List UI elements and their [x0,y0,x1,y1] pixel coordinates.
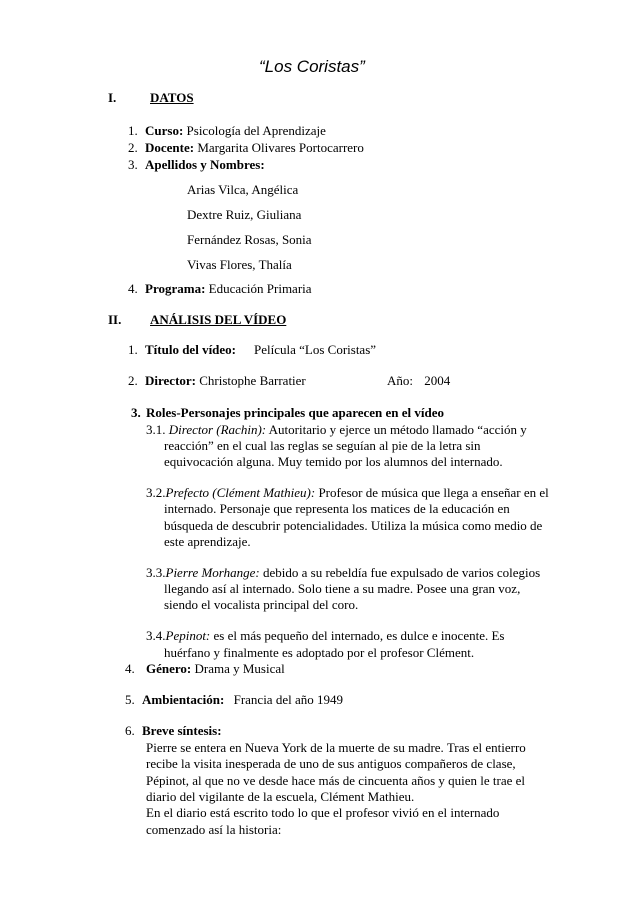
role-text: es el más pequeño del internado, es dulce e inocente. Es [213,628,505,643]
video-title-value: Película “Los Coristas” [254,342,377,357]
item-program [128,281,312,296]
item-number: 6. [125,723,135,738]
item-number: 1. [128,342,138,357]
role-name: Prefecto (Clément Mathieu): [165,485,316,500]
section-2-heading: ANÁLISIS DEL VÍDEO [150,312,287,327]
role-pepinot [146,628,504,643]
role-text: Profesor de música que llega a enseñar en el [318,485,549,500]
role-number: 3.3. [146,565,166,580]
synopsis-label: Breve síntesis: [142,723,222,738]
program-label: Programa: [145,281,206,296]
synopsis-line: En el diario está escrito todo lo que el profesor vivió en el internado [146,805,500,820]
role-text: llegando así al internado. Solo tiene a su madre. Posee una gran voz, [164,581,521,596]
item-names [128,157,265,172]
role-name: Director (Rachin): [168,422,267,437]
synopsis-line: Pépinot, al que no ve desde hace más de cincuenta años y quien le trae el [146,773,526,788]
year-field [387,373,450,388]
course-value: Psicología del Aprendizaje [186,123,326,138]
roles-label: Roles-Personajes principales que aparecen en el vídeo [146,405,445,420]
item-video-title [128,342,236,357]
item-setting [125,692,343,707]
student-name: Arias Vilca, Angélica [187,182,299,197]
director-value: Christophe Barratier [199,373,306,388]
course-label: Curso: [145,123,184,138]
teacher-value: Margarita Olivares Portocarrero [197,140,364,155]
year-value: 2004 [424,373,451,388]
synopsis-line: recibe la visita inesperada de uno de sus antiguos compañeros de clase, [146,756,516,771]
document-title: “Los Coristas” [259,57,365,76]
video-title-label: Título del vídeo: [145,342,237,357]
role-text: Autoritario y ejerce un método llamado “acción y [268,422,527,437]
student-name: Vivas Flores, Thalía [187,257,292,272]
synopsis-line: diario del vigilante de la escuela, Clément Mathieu. [146,789,415,804]
role-text: equivocación alguna. Muy temido por los alumnos del internado. [164,454,503,469]
item-number: 2. [128,140,138,155]
section-1-heading: DATOS [150,90,194,105]
item-number: 3. [128,157,138,172]
role-number: 3.2. [146,485,166,500]
role-text: internado. Personaje que representa los matices de la educación en [164,501,510,516]
item-number: 2. [128,373,138,388]
role-pierre [146,565,540,580]
setting-value: Francia del año 1949 [233,692,343,707]
genre-label: Género: [146,661,192,676]
teacher-label: Docente: [145,140,195,155]
item-number: 4. [125,661,135,676]
section-1-number: I. [108,90,117,105]
role-text: debido a su rebeldía fue expulsado de varios colegios [262,565,541,580]
role-number: 3.1. [146,422,166,437]
role-text: siendo el vocalista principal del coro. [164,597,359,612]
names-label: Apellidos y Nombres: [145,157,265,172]
student-name: Dextre Ruiz, Giuliana [187,207,302,222]
student-name: Fernández Rosas, Sonia [187,232,312,247]
item-number: 5. [125,692,135,707]
item-course [128,123,326,138]
item-roles [131,405,444,420]
role-text: huérfano y finalmente es adoptado por el profesor Clément. [164,645,475,660]
item-number: 3. [131,405,141,420]
role-prefect [146,485,549,500]
role-name: Pierre Morhange: [165,565,260,580]
synopsis-line: comenzado así la historia: [146,822,282,837]
item-director [128,373,306,388]
role-director [146,422,527,437]
item-number: 1. [128,123,138,138]
role-text: este aprendizaje. [164,534,251,549]
genre-value: Drama y Musical [194,661,285,676]
role-text: reacción” en el cual las reglas se seguían al pie de la letra sin [164,438,481,453]
synopsis-line: Pierre se entera en Nueva York de la muerte de su madre. Tras el entierro [146,740,526,755]
item-number: 4. [128,281,138,296]
section-2-number: II. [108,312,122,327]
director-label: Director: [145,373,197,388]
year-label: Año: [387,373,413,388]
item-genre [125,661,285,676]
setting-label: Ambientación: [142,692,225,707]
role-name: Pepinot: [165,628,211,643]
item-teacher [128,140,364,155]
program-value: Educación Primaria [208,281,312,296]
item-synopsis [125,723,222,738]
role-number: 3.4. [146,628,166,643]
role-text: búsqueda de descubrir potencialidades. Utiliza la música como medio de [164,518,543,533]
